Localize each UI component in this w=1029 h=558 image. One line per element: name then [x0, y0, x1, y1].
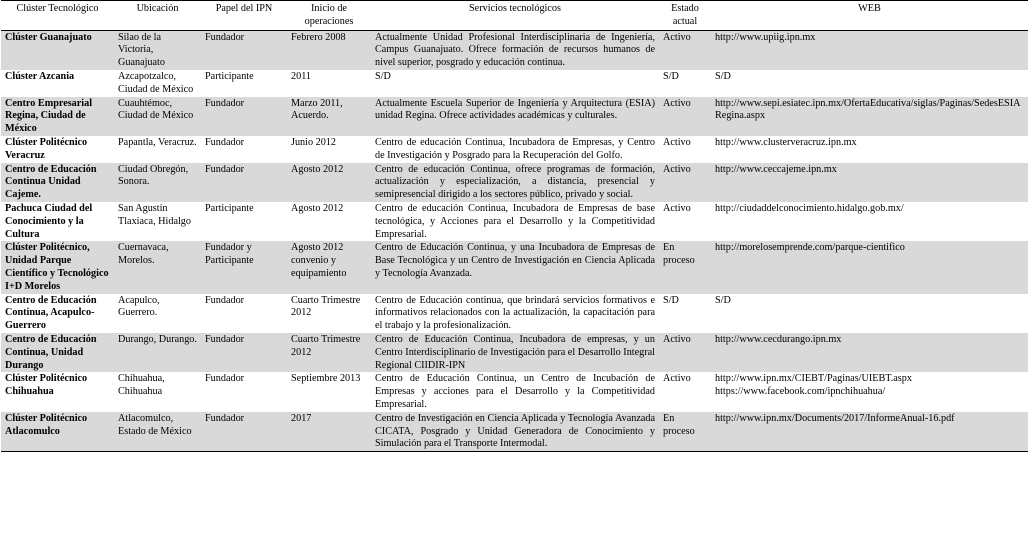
- header-start: Inicio de operaciones: [287, 1, 371, 31]
- cluster-web: [711, 412, 1028, 452]
- clusters-table: [1, 0, 1028, 452]
- cluster-name: Clúster Azcania: [5, 70, 75, 82]
- cluster-status: Activo: [663, 136, 691, 148]
- cluster-location: Acapulco, Guerrero.: [118, 294, 160, 319]
- cluster-role: Fundador: [205, 373, 245, 385]
- header-cluster: Clúster Tecnológico: [1, 1, 114, 31]
- web-link[interactable]: http://www.ipn.mx/Documents/2017/InformeAnual-16.pdf: [715, 412, 955, 424]
- cluster-role: Fundador: [201, 333, 287, 372]
- web-link[interactable]: http://www.sepi.esiatec.ipn.mx/OfertaEducativa/siglas/Paginas/SedesESIARegina.aspx: [715, 97, 1021, 122]
- cluster-role: Participante: [205, 202, 254, 214]
- cluster-start: Agosto 2012: [287, 163, 371, 202]
- cluster-status: En proceso: [659, 241, 711, 293]
- cluster-location: Silao de la Victoria, Guanajuato: [114, 30, 201, 70]
- cluster-location: Cuauhtémoc, Ciudad de México: [114, 97, 201, 136]
- web-link[interactable]: http://www.upiig.ipn.mx: [715, 31, 816, 43]
- cluster-location: Atlacomulco, Estado de México: [114, 412, 201, 452]
- cluster-status: Activo: [663, 202, 691, 214]
- header-web: WEB: [711, 1, 1028, 31]
- cluster-role: Participante: [205, 70, 254, 82]
- cluster-name: Clúster Guanajuato: [1, 30, 114, 70]
- cluster-services: Centro de Educación Continua, y una Incubadora de Empresas de Base Tecnológica y un Centro de Investigación en Ciencia Aplicada y Tecnología Avanzada.: [371, 241, 659, 293]
- cluster-name: Clúster Politécnico Veracruz: [5, 136, 88, 161]
- table-row: [1, 333, 1028, 372]
- cluster-web: [711, 241, 1028, 293]
- table-body: [1, 30, 1028, 452]
- cluster-role: Fundador: [201, 97, 287, 136]
- cluster-location: Cuernavaca, Morelos.: [114, 241, 201, 293]
- cluster-status: Activo: [659, 30, 711, 70]
- cluster-services: Centro de Educación Continua, un Centro de Incubación de Empresas y acciones para el Desarrollo y la Competitividad Empresarial.: [375, 373, 655, 410]
- cluster-start: 2017: [287, 412, 371, 452]
- header-services: Servicios tecnológicos: [371, 1, 659, 31]
- cluster-services: Actualmente Unidad Profesional Interdisciplinaria de Ingeniería, Campus Guanajuato. Ofrece formación de recursos humanos de nivel superior, posgrado y educación continua.: [371, 30, 659, 70]
- cluster-services: Centro de Educación continua, que brindará servicios formativos e informativos relacionados con la actualización, la capacitación para el trabajo y la profesionalización.: [375, 294, 655, 332]
- table-row: [1, 241, 1028, 293]
- web-link: S/D: [715, 294, 731, 306]
- cluster-role: Fundador: [201, 163, 287, 202]
- web-link[interactable]: http://www.cecdurango.ipn.mx: [715, 333, 842, 345]
- cluster-name: Centro de Educación Continua, Unidad Durango: [1, 333, 114, 372]
- cluster-services: Centro de Investigación en Ciencia Aplicada y Tecnología Avanzada CICATA, Posgrado y Unidad Generadora de Conocimiento y Simulación para el Transporte Intermodal.: [371, 412, 659, 452]
- table-header: [1, 1, 1028, 31]
- web-link[interactable]: http://www.clusterveracruz.ipn.mx: [715, 136, 857, 148]
- cluster-name: Pachuca Ciudad del Conocimiento y la Cultura: [5, 202, 93, 240]
- cluster-name: Clúster Politécnico Chihuahua: [5, 373, 88, 398]
- cluster-services: Centro de educación Continua, Incubadora de Empresas, y Centro de Investigación y Posgrado para la Recuperación del Golfo.: [375, 136, 655, 161]
- cluster-start: Marzo 2011, Acuerdo.: [287, 97, 371, 136]
- cluster-start: Agosto 2012: [291, 202, 344, 214]
- table-row: [1, 163, 1028, 202]
- cluster-location: Ciudad Obregón, Sonora.: [114, 163, 201, 202]
- table-row: [1, 202, 1028, 241]
- header-role: Papel del IPN: [201, 1, 287, 31]
- cluster-name: Clúster Politécnico Atlacomulco: [1, 412, 114, 452]
- cluster-role: Fundador: [201, 30, 287, 70]
- table-row: [1, 97, 1028, 136]
- cluster-name: Centro Empresarial Regina, Ciudad de México: [1, 97, 114, 136]
- cluster-start: Junio 2012: [291, 136, 336, 148]
- web-link[interactable]: http://morelosemprende.com/parque-cientifico: [715, 242, 905, 254]
- cluster-status: Activo: [663, 373, 691, 385]
- cluster-web: [711, 70, 1028, 97]
- cluster-status: Activo: [659, 97, 711, 136]
- cluster-services: Centro de educación Continua, Incubadora de Empresas de base tecnológica, y Acciones para el Desarrollo y la Competitividad Empresarial.: [375, 202, 655, 240]
- cluster-start: Cuarto Trimestre 2012: [291, 294, 361, 319]
- cluster-web: [711, 202, 1028, 241]
- header-status: Estado actual: [659, 1, 711, 31]
- cluster-start: Agosto 2012 convenio y equipamiento: [287, 241, 371, 293]
- cluster-name: Centro de Educación Continua Unidad Cajeme.: [1, 163, 114, 202]
- table-row: [1, 294, 1028, 333]
- web-link[interactable]: https://www.facebook.com/ipnchihuahua/: [715, 386, 886, 398]
- cluster-services: S/D: [375, 70, 391, 82]
- cluster-services: Centro de Educación Continua, Incubadora de empresas, y un Centro Interdisciplinario de Investigación para el Desarrollo Integral Regional CIIDIR-IPN: [371, 333, 659, 372]
- cluster-web: [711, 372, 1028, 411]
- cluster-web: [711, 294, 1028, 333]
- cluster-role: Fundador y Participante: [201, 241, 287, 293]
- cluster-web: [711, 30, 1028, 70]
- cluster-role: Fundador: [201, 412, 287, 452]
- table-row: [1, 412, 1028, 452]
- cluster-location: Azcapotzalco, Ciudad de México: [118, 70, 194, 95]
- table-row: [1, 372, 1028, 411]
- cluster-status: En proceso: [659, 412, 711, 452]
- cluster-location: Durango, Durango.: [114, 333, 201, 372]
- web-link[interactable]: http://www.ceccajeme.ipn.mx: [715, 163, 837, 175]
- cluster-start: 2011: [291, 70, 311, 82]
- web-link: S/D: [715, 70, 731, 82]
- cluster-start: Septiembre 2013: [291, 373, 361, 385]
- cluster-web: [711, 333, 1028, 372]
- cluster-role: Fundador: [205, 136, 245, 148]
- cluster-start: Febrero 2008: [287, 30, 371, 70]
- cluster-location: Chihuahua, Chihuahua: [118, 373, 165, 398]
- cluster-status: S/D: [663, 70, 679, 82]
- web-link[interactable]: http://ciudaddelconocimiento.hidalgo.gob.mx/: [715, 202, 904, 214]
- cluster-name: Centro de Educación Continua, Acapulco-Guerrero: [5, 294, 97, 332]
- cluster-location: Papantla, Veracruz.: [118, 136, 197, 148]
- web-link[interactable]: http://www.ipn.mx/CIEBT/Paginas/UIEBT.aspx: [715, 373, 912, 385]
- cluster-services: Actualmente Escuela Superior de Ingeniería y Arquitectura (ESIA) unidad Regina. Ofrece actividades académicas y culturales.: [371, 97, 659, 136]
- table-row: [1, 30, 1028, 70]
- cluster-location: San Agustín Tlaxiaca, Hidalgo: [118, 202, 191, 227]
- cluster-status: Activo: [659, 333, 711, 372]
- cluster-status: Activo: [659, 163, 711, 202]
- table-row: [1, 136, 1028, 163]
- cluster-start: Cuarto Trimestre 2012: [287, 333, 371, 372]
- cluster-web: [711, 136, 1028, 163]
- cluster-services: Centro de educación Continua, ofrece programas de formación, actualización y especialización, a distancia, presencial y semipresencial dirigido a los sectores público, privado y social.: [371, 163, 659, 202]
- header-location: Ubicación: [114, 1, 201, 31]
- cluster-web: [711, 97, 1028, 136]
- cluster-name: Clúster Politécnico, Unidad Parque Científico y Tecnológico I+D Morelos: [1, 241, 114, 293]
- header-row: [1, 1, 1028, 31]
- cluster-status: S/D: [663, 294, 679, 306]
- cluster-web: [711, 163, 1028, 202]
- table-row: [1, 70, 1028, 97]
- cluster-role: Fundador: [205, 294, 245, 306]
